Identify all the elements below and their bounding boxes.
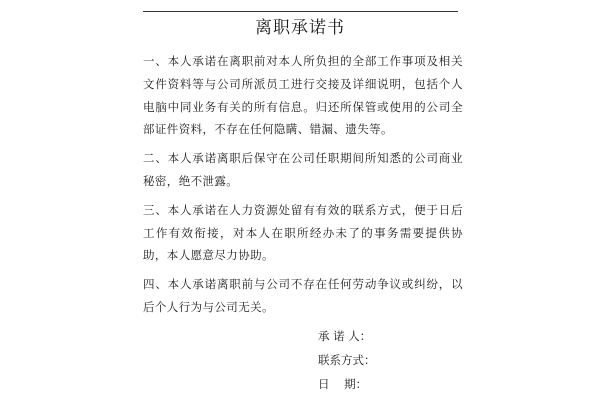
top-divider (143, 11, 458, 12)
document-body (143, 50, 463, 325)
date-label: 日 期： (318, 377, 368, 391)
contact-label: 联系方式： (318, 353, 376, 367)
signature-block (318, 324, 478, 396)
clause-2: 二、本人承诺离职后保守在公司任职期间所知悉的公司商业秘密，绝不泄露。 (143, 151, 463, 188)
clause-3: 三、本人承诺在人力资源处留有有效的联系方式，便于日后工作有效衔接，对本人在职所经办未了的事务需要提供协助，本人愿意尽力协助。 (143, 202, 463, 263)
promisor-label: 承 诺 人： (318, 329, 372, 343)
clause-4: 四、本人承诺离职前与公司不存在任何劳动争议或纠纷，以后个人行为与公司无关。 (143, 277, 463, 314)
document-title: 离职承诺书 (255, 18, 345, 38)
clause-1: 一、本人承诺在离职前对本人所负担的全部工作事项及相关文件资料等与公司所派员工进行交接及详细说明，包括个人电脑中同业务有关的所有信息。归还所保管或使用的公司全部证件资料，不存在任何隐瞒、错漏、遗失等。 (143, 54, 463, 137)
